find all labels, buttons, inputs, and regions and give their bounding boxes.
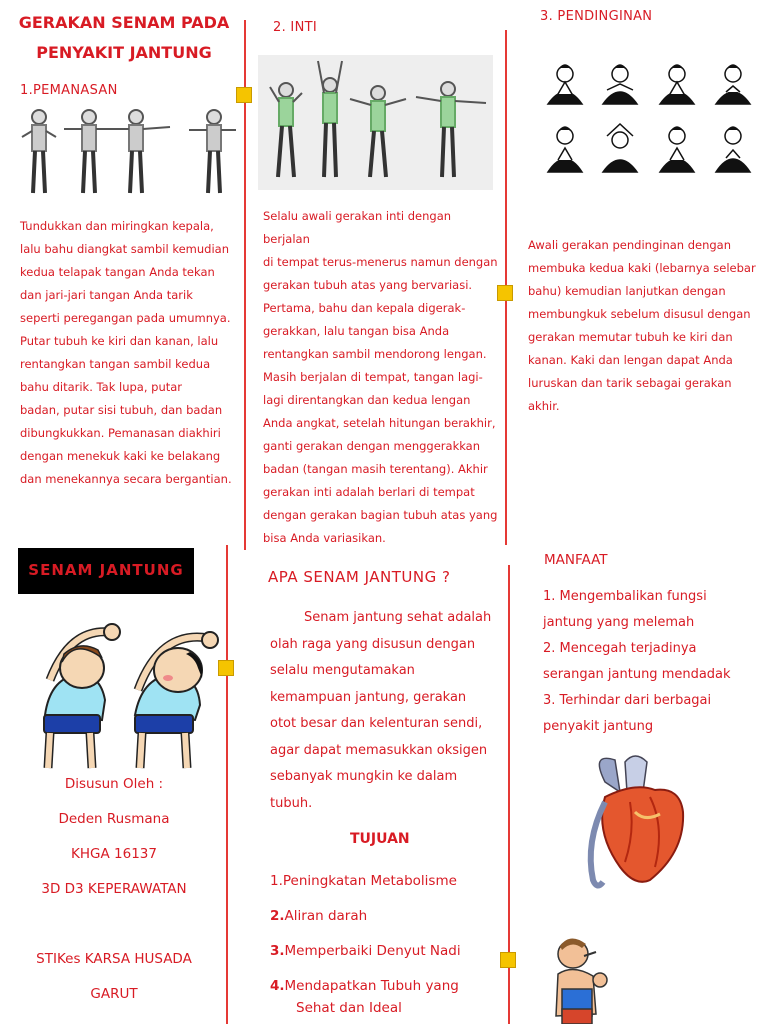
text-line: jantung yang melemah xyxy=(543,615,695,630)
text-line: gerakan inti adalah berlari di tempat xyxy=(263,485,475,499)
text-line: Pertama, bahu dan kepala digerak- xyxy=(263,301,466,315)
kids-stretching-image xyxy=(30,620,225,770)
text-line: kemampuan jantung, gerakan xyxy=(270,689,467,705)
athlete-character-icon xyxy=(548,934,618,1024)
pemanasan-illustration xyxy=(14,103,239,203)
text-line: dengan gerakan bagian tubuh atas yang xyxy=(263,508,498,522)
list-text: Mendapatkan Tubuh yang xyxy=(284,978,459,994)
text-line: penyakit jantung xyxy=(543,719,654,734)
text-line: bahu) kemudian lanjutkan dengan xyxy=(528,284,726,298)
text-line: agar dapat memasukkan oksigen xyxy=(270,742,488,758)
heading-inti: 2. INTI xyxy=(273,20,317,35)
text-line: otot besar dan kelenturan sendi, xyxy=(270,716,483,731)
credits-label: Disusun Oleh : xyxy=(64,776,164,792)
cooldown-figures-image xyxy=(538,62,763,187)
institution-city: GARUT xyxy=(90,986,138,1002)
text-line: lalu bahu diangkat sambil kemudian xyxy=(20,242,229,256)
pendinginan-illustration xyxy=(538,62,763,187)
text-line: bahu ditarik. Tak lupa, putar xyxy=(20,380,183,394)
text-line: Selalu awali gerakan inti dengan berjalan xyxy=(263,209,452,246)
tujuan-heading: TUJUAN xyxy=(350,831,410,847)
pendinginan-text xyxy=(528,234,763,418)
title-line-1: GERAKAN SENAM PADA xyxy=(18,13,230,32)
text-line: membuka kedua kaki (lebarnya selebar xyxy=(528,261,756,275)
manfaat-heading: MANFAAT xyxy=(544,552,608,568)
text-line: Putar tubuh ke kiri dan kanan, lalu xyxy=(20,334,219,348)
cover-illustration xyxy=(30,620,225,770)
marker-1 xyxy=(236,87,252,103)
text-line: gerakan tubuh atas yang bervariasi. xyxy=(263,278,473,292)
text-line: dan menekannya secara bergantian. xyxy=(20,472,232,486)
warmup-figures-image xyxy=(14,103,239,203)
text-line: 2. Mencegah terjadinya xyxy=(543,641,697,656)
text-line: bisa Anda variasikan. xyxy=(263,531,386,545)
text-line: Awali gerakan pendinginan dengan xyxy=(528,238,732,252)
divider-left-bottom xyxy=(226,545,228,1024)
page-title xyxy=(14,10,234,66)
author-name: Deden Rusmana xyxy=(58,811,170,827)
text-line: Senam jantung sehat adalah xyxy=(304,610,492,625)
spacer xyxy=(14,916,214,951)
about-heading: APA SENAM JANTUNG ? xyxy=(268,568,451,586)
list-text: Peningkatan Metabolisme xyxy=(282,873,457,889)
credits xyxy=(14,776,214,1016)
cover-banner: SENAM JANTUNG xyxy=(18,548,194,594)
text-line: gerakkan, lalu tangan bisa Anda xyxy=(263,324,450,338)
text-line: dengan menekuk kaki ke belakang xyxy=(20,449,221,463)
text-line: gerakan memutar tubuh ke kiri dan xyxy=(528,330,733,344)
title-line-2: PENYAKIT JANTUNG xyxy=(36,43,212,62)
text-line: sebanyak mungkin ke dalam xyxy=(270,769,458,784)
core-exercise-image xyxy=(258,55,493,190)
text-line: 1. Mengembalikan fungsi xyxy=(543,589,707,604)
text-line: Tundukkan dan miringkan kepala, xyxy=(20,219,214,233)
about-text xyxy=(270,605,500,817)
inti-text xyxy=(263,205,501,550)
text-line: badan, putar sisi tubuh, dan badan xyxy=(20,403,223,417)
heading-pendinginan: 3. PENDINGINAN xyxy=(540,9,653,24)
student-id: KHGA 16137 xyxy=(71,846,157,862)
heart-illustration xyxy=(575,752,695,892)
tujuan-list xyxy=(270,872,505,1034)
cartoon-character-illustration xyxy=(548,934,618,1024)
text-line: ganti gerakan dengan menggerakkan xyxy=(263,439,481,453)
text-line: serangan jantung mendadak xyxy=(543,667,731,682)
institution-name: STIKes KARSA HUSADA xyxy=(36,951,192,967)
heart-icon xyxy=(575,752,695,892)
text-line: olah raga yang disusun dengan xyxy=(270,636,476,652)
text-line: kanan. Kaki dan lengan dapat Anda xyxy=(528,353,733,367)
text-line: membungkuk sebelum disusul dengan xyxy=(528,307,751,321)
text-line: di tempat terus-menerus namun dengan xyxy=(263,255,498,269)
list-item xyxy=(270,872,505,890)
list-number: 2. xyxy=(270,908,285,924)
list-text: Aliran darah xyxy=(284,908,368,924)
text-line: selalu mengutamakan xyxy=(270,663,415,678)
text-line: akhir. xyxy=(528,399,560,413)
text-line: dibungkukkan. Pemanasan diakhiri xyxy=(20,426,221,440)
text-line: lagi direntangkan dan kedua lengan xyxy=(263,393,471,407)
text-line: 3. Terhindar dari berbagai xyxy=(543,693,712,708)
list-number: 4. xyxy=(270,978,285,994)
list-item xyxy=(270,942,505,960)
manfaat-list xyxy=(543,584,763,740)
text-line: seperti peregangan pada umumnya. xyxy=(20,311,231,325)
list-item xyxy=(270,907,505,925)
list-item xyxy=(270,977,505,995)
text-line: tubuh. xyxy=(270,795,313,811)
pemanasan-text xyxy=(20,215,235,491)
class-name: 3D D3 KEPERAWATAN xyxy=(41,881,187,897)
list-text: Memperbaiki Denyut Nadi xyxy=(284,943,461,959)
text-line: badan (tangan masih terentang). Akhir xyxy=(263,462,488,476)
text-line: dan jari-jari tangan Anda tarik xyxy=(20,288,193,302)
text-line: Anda angkat, setelah hitungan berakhir, xyxy=(263,416,496,430)
text-line: rentangkan tangan sambil kedua xyxy=(20,357,211,371)
list-item-continuation: Sehat dan Ideal xyxy=(296,1000,402,1016)
text-line: kedua telapak tangan Anda tekan xyxy=(20,265,215,279)
list-number: 1. xyxy=(270,873,283,889)
text-line: luruskan dan tarik sebagai gerakan xyxy=(528,376,732,390)
inti-illustration xyxy=(258,55,493,190)
heading-pemanasan: 1.PEMANASAN xyxy=(20,83,118,98)
list-number: 3. xyxy=(270,943,285,959)
text-line: rentangkan sambil mendorong lengan. xyxy=(263,347,487,361)
text-line: Masih berjalan di tempat, tangan lagi- xyxy=(263,370,483,384)
